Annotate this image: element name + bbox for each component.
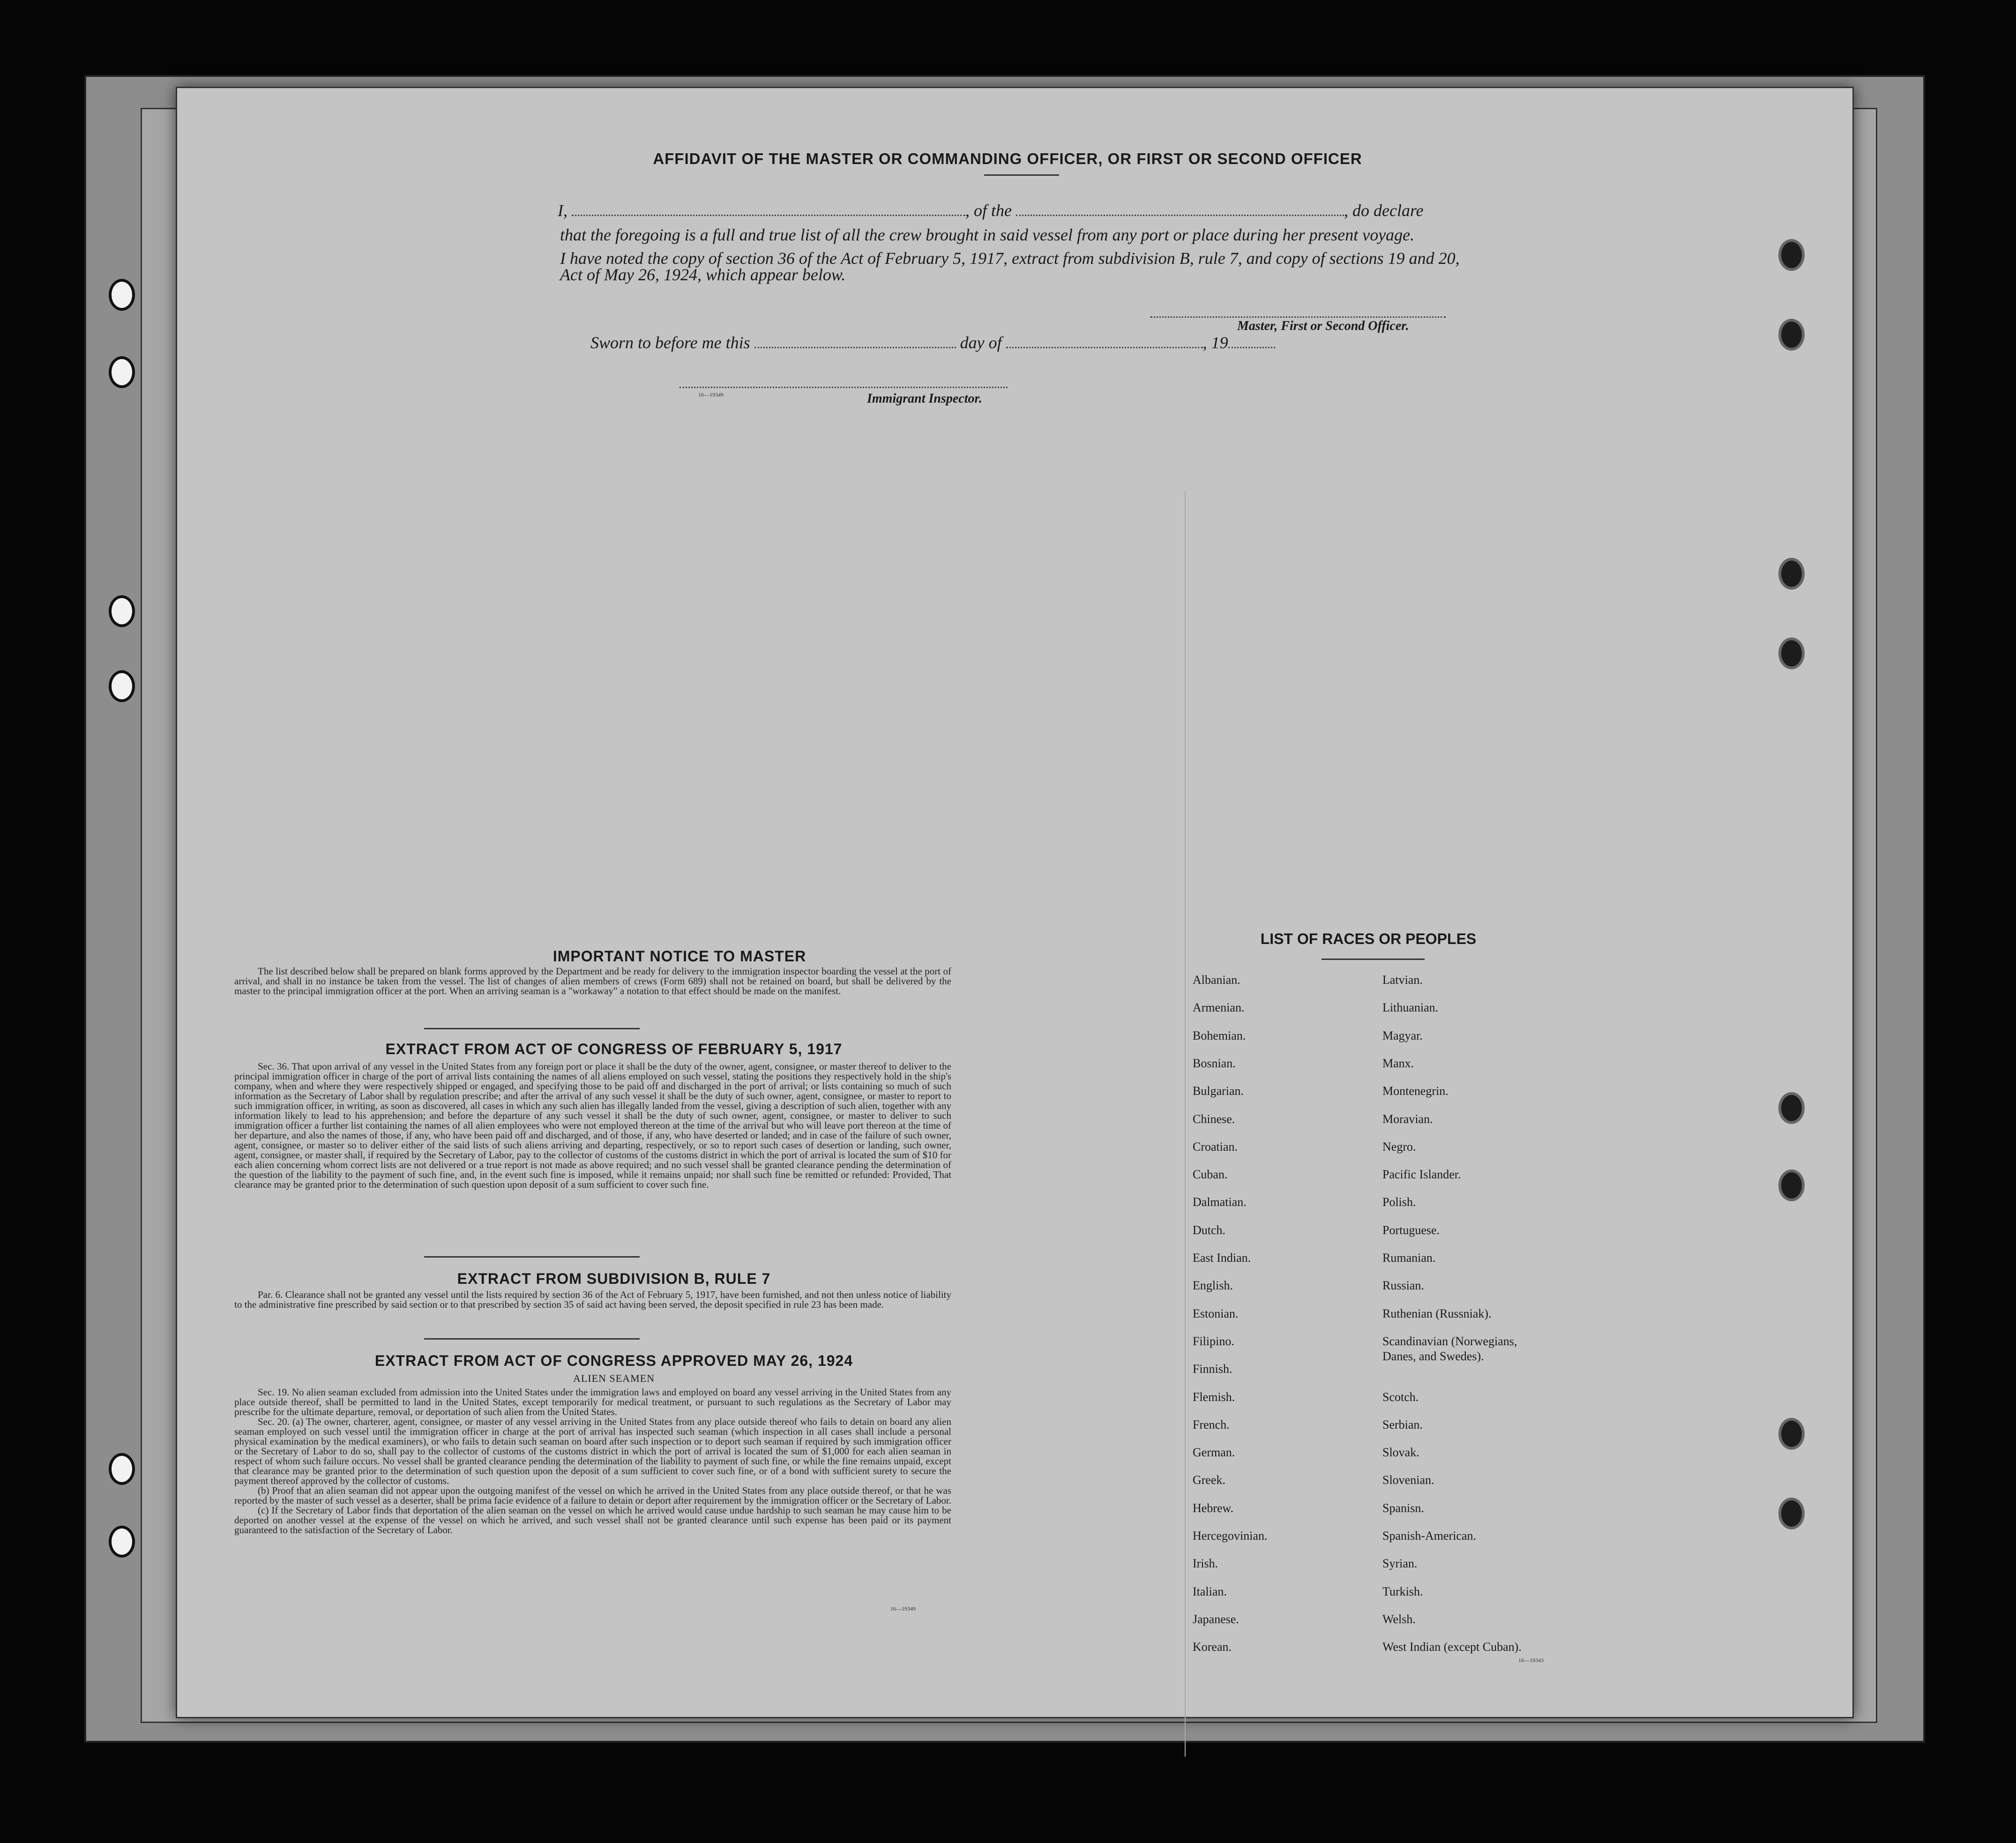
binder-hole bbox=[109, 279, 135, 311]
divider bbox=[424, 1338, 640, 1340]
affidavit-declare: , do declare bbox=[1344, 201, 1424, 220]
race-item: Rumanian. bbox=[1382, 1251, 1436, 1265]
extract-rule7-text bbox=[234, 1290, 951, 1310]
alien-seamen-subtitle: ALIEN SEAMEN bbox=[573, 1372, 655, 1384]
race-item: Greek. bbox=[1193, 1473, 1226, 1487]
divider bbox=[1322, 959, 1425, 960]
race-item: Slovenian. bbox=[1382, 1473, 1434, 1487]
binder-hole bbox=[1778, 319, 1805, 351]
binder-hole bbox=[109, 356, 135, 388]
sec20a-paragraph: Sec. 20. (a) The owner, charterer, agent, consignee, or master of any vessel arriving in the United States from any place outside thereof who fails to detain on board any alien seaman employed on such vessel until the immigration officer in charge at the port of arrival has inspected such seaman (which inspection in all cases shall include a personal physical examination by the medical examiners), or who fails to detain such seaman on board after such inspection or to deport such seaman if required by such immigration officer or the Secretary of Labor to do so, shall pay to the collector of customs of the customs district in which the port of arrival is located the sum of $1,000 for each alien seaman in respect of whom such failure occurs. No vessel shall be granted clearance pending the determination of the liability to payment of such fine, or while the fine remains unpaid, except that clearance may be granted prior to the determination of such question upon the deposit of a sum sufficient to cover such fine, or of a bond with sufficient surety to secure the payment thereof approved by the collector of customs. bbox=[234, 1416, 951, 1486]
extract-rule7-paragraph: Par. 6. Clearance shall not be granted any vessel until the lists required by section 36 of the Act of February 5, 1917, have been furnished, and not then unless notice of liability to the administrative fine prescribed by said section or to that prescribed by section 35 of said act having been served, the deposit specified in rule 23 has been made. bbox=[234, 1289, 951, 1310]
form-number: 16—19349 bbox=[890, 1605, 916, 1612]
race-item: Latvian. bbox=[1382, 973, 1423, 987]
race-item: Estonian. bbox=[1193, 1306, 1239, 1320]
race-item: Welsh. bbox=[1382, 1612, 1416, 1626]
extract-1917-paragraph: Sec. 36. That upon arrival of any vessel in the United States from any foreign port or place it shall be the duty of the owner, agent, consignee, or master thereof to deliver to the principal immigration officer in charge of the port of arrival lists containing the names of all aliens employed on such vessel, stating the positions they respectively hold in the ship's company, when and where they were respectively shipped or engaged, and specifying those to be paid off and discharged in the port of arrival; or lists containing so much of such information as the Secretary of Labor shall by regulation prescribe; and after the arrival of any such vessel it shall be the duty of such owner, agent, consignee, or master to report to such immigration officer, in writing, as soon as discovered, all cases in which any such alien has illegally landed from the vessel, giving a description of such alien, together with any information likely to lead to his apprehension; and before the departure of any such vessel it shall be the duty of such owner, agent, consignee, or master to deliver to such immigration officer a further list containing the names of all alien employees who were not employed thereon at the time of the arrival but who will leave port thereon at the time of her departure, and also the names of those, if any, who have been paid off and discharged, and of those, if any, who have deserted or landed; and in case of the failure of such owner, agent, consignee, or master so to deliver either of the said lists of such aliens arriving and departing, respectively, or so to report such cases of desertion or landing, such owner, agent, consignee, or master shall, if required by the Secretary of Labor, pay to the collector of customs of the customs district in which the port of arrival is located the sum of $10 for each alien concerning whom correct lists are not delivered or a true report is not made as above required; and no such vessel shall be granted clearance pending the determination of the question of the liability to the payment of such fine, and, in the event such fine is imposed, while it remains unpaid; nor shall such fine be remitted or refunded: Provided, That clearance may be granted prior to the determination of such question upon deposit of a sum sufficient to cover such fine. bbox=[234, 1061, 951, 1190]
race-item: Magyar. bbox=[1382, 1028, 1423, 1042]
extract-1924-title: EXTRACT FROM ACT OF CONGRESS APPROVED MAY 26, 1924 bbox=[374, 1352, 853, 1369]
binder-hole bbox=[109, 1453, 135, 1485]
race-item: English. bbox=[1193, 1279, 1233, 1293]
extract-1917-title: EXTRACT FROM ACT OF CONGRESS OF FEBRUARY 5, 1917 bbox=[385, 1041, 843, 1057]
race-item: Serbian. bbox=[1382, 1417, 1423, 1431]
notice-title: IMPORTANT NOTICE TO MASTER bbox=[553, 948, 806, 965]
race-item: Slovak. bbox=[1382, 1446, 1419, 1460]
race-item: Finnish. bbox=[1193, 1362, 1232, 1376]
race-item: Bohemian. bbox=[1193, 1028, 1246, 1042]
binder-hole bbox=[1778, 1169, 1805, 1201]
sworn-line bbox=[590, 333, 1275, 352]
race-item: Lithuanian. bbox=[1382, 1001, 1439, 1015]
sworn-year: , 19 bbox=[1202, 333, 1228, 352]
race-item: Chinese. bbox=[1193, 1112, 1235, 1126]
day-blank bbox=[754, 337, 956, 348]
month-blank bbox=[1006, 337, 1203, 348]
inspector-label: Immigrant Inspector. bbox=[867, 391, 982, 406]
sec19-paragraph: Sec. 19. No alien seaman excluded from admission into the United States under the immigration laws and employed on board any vessel arriving in the United States from any place outside thereof, shall be permitted to land in the United States, except temporarily for medical treatment, or pursuant to such regulations as the Secretary of Labor may prescribe for the ultimate departure, removal, or deportation of such alien from the United States. bbox=[234, 1386, 951, 1417]
binder-hole bbox=[109, 595, 135, 627]
affidavit-line-4: Act of May 26, 1924, which appear below. bbox=[560, 265, 846, 284]
binder-hole bbox=[1778, 239, 1805, 271]
binder-hole bbox=[1778, 637, 1805, 669]
race-item: Portuguese. bbox=[1382, 1223, 1440, 1237]
affidavit-line-1 bbox=[558, 201, 1424, 220]
race-item: West Indian (except Cuban). bbox=[1382, 1640, 1522, 1654]
race-item: East Indian. bbox=[1193, 1251, 1251, 1265]
extract-1924-text bbox=[234, 1387, 951, 1535]
extract-rule7-title: EXTRACT FROM SUBDIVISION B, RULE 7 bbox=[457, 1270, 771, 1287]
race-item: Ruthenian (Russniak). bbox=[1382, 1306, 1492, 1320]
race-item: Italian. bbox=[1193, 1584, 1227, 1598]
sworn-prefix: Sworn to before me this bbox=[590, 333, 750, 352]
race-item: Albanian. bbox=[1193, 973, 1240, 987]
race-item: Montenegrin. bbox=[1382, 1084, 1449, 1098]
race-item: Manx. bbox=[1382, 1056, 1414, 1070]
binder-hole bbox=[1778, 1498, 1805, 1529]
race-item: Turkish. bbox=[1382, 1584, 1423, 1598]
vessel-blank bbox=[1016, 205, 1344, 216]
divider bbox=[424, 1256, 640, 1258]
divider bbox=[424, 1028, 640, 1029]
race-item: Negro. bbox=[1382, 1139, 1416, 1154]
race-item: Syrian. bbox=[1382, 1557, 1418, 1571]
race-item: Bosnian. bbox=[1193, 1056, 1236, 1070]
race-item: Bulgarian. bbox=[1193, 1084, 1244, 1098]
races-title: LIST OF RACES OR PEOPLES bbox=[1260, 930, 1477, 947]
binder-hole bbox=[109, 670, 135, 702]
race-item: Dalmatian. bbox=[1193, 1195, 1247, 1209]
affidavit-line-2: that the foregoing is a full and true list of all the crew brought in said vessel from any port or place during her present voyage. bbox=[560, 225, 1415, 244]
year-blank bbox=[1228, 337, 1275, 348]
race-item: Scotch. bbox=[1382, 1390, 1419, 1404]
race-item: French. bbox=[1193, 1417, 1230, 1431]
race-item: Irish. bbox=[1193, 1557, 1218, 1571]
page-fold bbox=[1185, 491, 1186, 1757]
race-item: Dutch. bbox=[1193, 1223, 1226, 1237]
race-item: Japanese. bbox=[1193, 1612, 1239, 1626]
binder-hole bbox=[109, 1526, 135, 1558]
notice-text bbox=[234, 966, 951, 996]
binder-hole bbox=[1778, 1418, 1805, 1450]
race-item: Hebrew. bbox=[1193, 1501, 1234, 1515]
race-item: German. bbox=[1193, 1446, 1235, 1460]
race-item: Russian. bbox=[1382, 1279, 1424, 1293]
race-item: Spanisn. bbox=[1382, 1501, 1424, 1515]
affidavit-of-the: , of the bbox=[965, 201, 1012, 220]
affidavit-title: AFFIDAVIT OF THE MASTER OR COMMANDING OFFICER, OR FIRST OR SECOND OFFICER bbox=[653, 150, 1362, 167]
divider bbox=[984, 174, 1059, 176]
sec20b-paragraph: (b) Proof that an alien seaman did not appear upon the outgoing manifest of the vessel on which he arrived in the United States from any place outside thereof, or that he was reported by the master of such vessel as a deserter, shall be prima facie evidence of a failure to detain or deport after requirement by the immigration officer or the Secretary of Labor. bbox=[234, 1485, 951, 1506]
binder-hole bbox=[1778, 558, 1805, 590]
notice-paragraph: The list described below shall be prepared on blank forms approved by the Department and be ready for delivery to the immigration inspector boarding the vessel at the port of arrival, and shall in no instance be taken from the vessel. The list of changes of alien members of crews (Form 689) shall not be retained on board, but shall be delivered by the master to the principal immigration officer at the port. When an arriving seaman is a "workaway" a notation to that effect should be made on the manifest. bbox=[234, 966, 951, 996]
sec20c-paragraph: (c) If the Secretary of Labor finds that deportation of the alien seaman on the vessel on which he arrived would cause undue hardship to such seaman he may cause him to be deported on another vessel at the expense of the vessel on which he arrived, and such vessel shall not be granted clearance until such expense has been paid or its payment guaranteed to the satisfaction of the Secretary of Labor. bbox=[234, 1505, 951, 1536]
race-item: Cuban. bbox=[1193, 1168, 1228, 1182]
affidavit-i: I, bbox=[558, 201, 567, 220]
sworn-day-of: day of bbox=[960, 333, 1002, 352]
master-signature-label: Master, First or Second Officer. bbox=[1237, 319, 1409, 333]
race-item: Hercegovinian. bbox=[1193, 1529, 1268, 1543]
race-item: Polish. bbox=[1382, 1195, 1416, 1209]
binder-hole bbox=[1778, 1092, 1805, 1124]
race-item: Pacific Islander. bbox=[1382, 1168, 1461, 1182]
extract-1917-text bbox=[234, 1062, 951, 1190]
race-item: Scandinavian (Norwegians, Danes, and Swedes). bbox=[1382, 1334, 1517, 1363]
race-item: Flemish. bbox=[1193, 1390, 1235, 1404]
master-signature-line bbox=[1150, 316, 1446, 318]
race-item: Korean. bbox=[1193, 1640, 1232, 1654]
race-item: Filipino. bbox=[1193, 1334, 1234, 1348]
form-number: 16—19349 bbox=[698, 391, 724, 398]
name-blank bbox=[572, 205, 965, 216]
race-item: Moravian. bbox=[1382, 1112, 1433, 1126]
race-item: Spanish-American. bbox=[1382, 1529, 1477, 1543]
inspector-signature-line bbox=[679, 387, 1008, 388]
race-item: Croatian. bbox=[1193, 1139, 1238, 1154]
affidavit-line-3: I have noted the copy of section 36 of the Act of February 5, 1917, extract from subdivision B, rule 7, and copy of sections 19 and 20, bbox=[560, 249, 1460, 268]
form-number: 16—19343 bbox=[1518, 1657, 1544, 1663]
race-item: Armenian. bbox=[1193, 1001, 1245, 1015]
